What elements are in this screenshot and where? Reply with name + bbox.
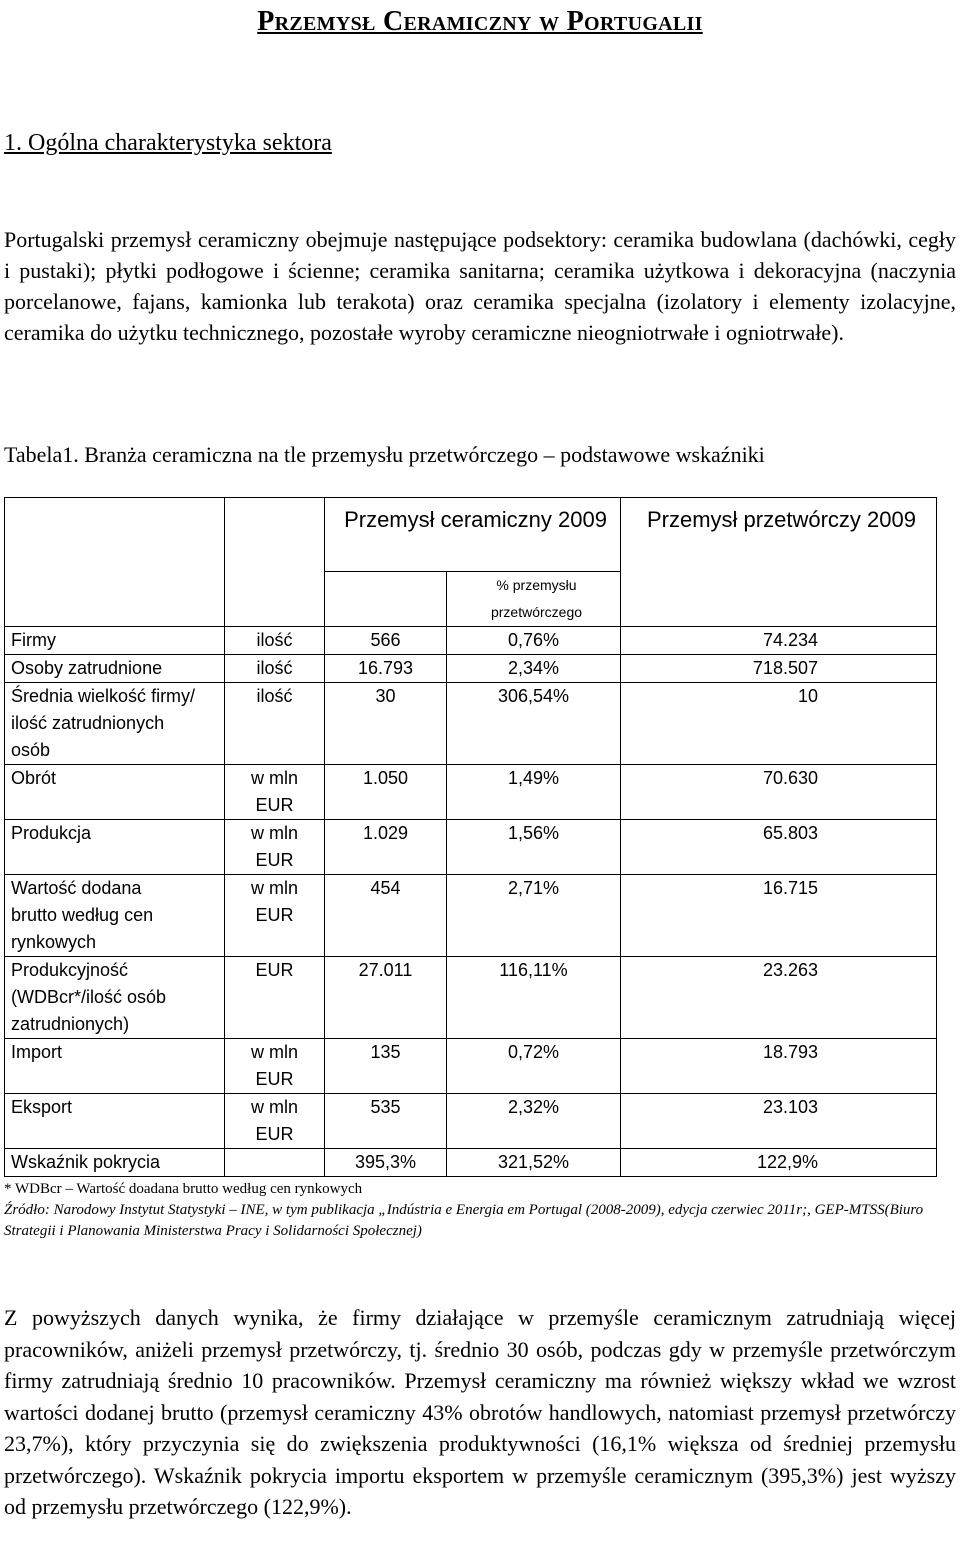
row-share-value: 2,34%: [447, 655, 621, 683]
row-manufacturing-value: 74.234: [621, 627, 937, 655]
row-unit: [225, 875, 325, 957]
coverage-manufacturing-value: 122,9%: [621, 1149, 937, 1177]
row-label: [5, 875, 225, 957]
row-manufacturing-value: 23.263: [621, 957, 937, 1039]
table-row: [5, 655, 937, 683]
header-empty-unit: [225, 498, 325, 627]
table-footnotes: [4, 1179, 956, 1242]
row-label: [5, 957, 225, 1039]
row-label: [5, 683, 225, 765]
header-ceramic-industry: Przemysł ceramiczny 2009: [325, 498, 621, 572]
row-unit: ilość: [225, 683, 325, 765]
row-share-value: 1,56%: [447, 820, 621, 875]
row-ceramic-value: 454: [325, 875, 447, 957]
row-unit-text: w mln EUR: [250, 823, 298, 870]
coverage-share-value: 321,52%: [447, 1149, 621, 1177]
table-header-row: [5, 498, 937, 572]
row-ceramic-value: 30: [325, 683, 447, 765]
row-unit: [225, 820, 325, 875]
header-manufacturing-industry: Przemysł przetwórczy 2009: [621, 498, 937, 627]
row-share-value: 116,11%: [447, 957, 621, 1039]
row-manufacturing-value: 65.803: [621, 820, 937, 875]
table-row: [5, 957, 937, 1039]
coverage-ceramic-value: 395,3%: [325, 1149, 447, 1177]
row-unit: [225, 765, 325, 820]
row-share-value: 1,49%: [447, 765, 621, 820]
row-unit-text: w mln EUR: [250, 1097, 298, 1144]
row-manufacturing-value: 10: [621, 683, 937, 765]
row-label: Obrót: [5, 765, 225, 820]
subheader-share: % przemysłu przetwórczego: [447, 572, 621, 627]
header-empty-label: [5, 498, 225, 627]
footnote-source: [4, 1200, 956, 1242]
table-row: [5, 683, 937, 765]
section-heading: 1. Ogólna charakterystyka sektora: [4, 130, 332, 156]
row-manufacturing-value: 16.715: [621, 875, 937, 957]
row-unit: ilość: [225, 627, 325, 655]
row-label: Produkcja: [5, 820, 225, 875]
row-label: Import: [5, 1039, 225, 1094]
row-label: Osoby zatrudnione: [5, 655, 225, 683]
row-ceramic-value: 566: [325, 627, 447, 655]
row-label-text: Średnia wielkość firmy/ ilość zatrudnionych osób: [11, 686, 196, 760]
row-ceramic-value: 1.050: [325, 765, 447, 820]
row-ceramic-value: 27.011: [325, 957, 447, 1039]
table-row: [5, 1039, 937, 1094]
row-unit-text: w mln EUR: [250, 768, 298, 815]
row-unit-text: w mln EUR: [250, 878, 298, 925]
row-share-value: 2,32%: [447, 1094, 621, 1149]
row-manufacturing-value: 718.507: [621, 655, 937, 683]
row-ceramic-value: 1.029: [325, 820, 447, 875]
table-row: [5, 875, 937, 957]
page-title: Przemysł Ceramiczny w Portugalii: [257, 6, 703, 37]
row-unit: [225, 1039, 325, 1094]
row-label-text: Wartość dodana brutto według cen rynkowych: [11, 878, 154, 952]
coverage-unit-empty: [225, 1149, 325, 1177]
row-ceramic-value: 16.793: [325, 655, 447, 683]
row-unit: ilość: [225, 655, 325, 683]
conclusion-paragraph: Z powyższych danych wynika, że firmy działające w przemyśle ceramicznym zatrudniają więcej pracowników, aniżeli przemysł przetwórczy, tj. średnio 30 osób, podczas gdy w przemyśle przetwórczym firmy zatrudniają średnio 10 pracowników. Przemysł ceramiczny ma również większy wkład we wzrost wartości dodanej brutto (przemysł ceramiczny 43% obrotów handlowych, natomiast przemysł przetwórczy 23,7%), który przyczynia się do zwiększenia produktywności (16,1% większa od średniej przemysłu przetwórczego). Wskaźnik pokrycia importu eksportem w przemyśle ceramicznym (395,3%) jest wyższy od przemysłu przetwórczego (122,9%).: [4, 1305, 956, 1519]
row-share-value: 2,71%: [447, 875, 621, 957]
row-share-value: 0,72%: [447, 1039, 621, 1094]
table-caption: Tabela1. Branża ceramiczna na tle przemysłu przetwórczego – podstawowe wskaźniki: [4, 442, 765, 467]
indicators-table: [4, 497, 937, 1177]
row-share-value: 306,54%: [447, 683, 621, 765]
row-manufacturing-value: 70.630: [621, 765, 937, 820]
subheader-empty: [325, 572, 447, 627]
row-ceramic-value: 135: [325, 1039, 447, 1094]
table-row: [5, 820, 937, 875]
row-unit-text: w mln EUR: [250, 1042, 298, 1089]
row-manufacturing-value: 23.103: [621, 1094, 937, 1149]
intro-paragraph: Portugalski przemysł ceramiczny obejmuje następujące podsektory: ceramika budowlana (dachówki, cegły i pustaki); płytki podłogowe i ścienne; ceramika sanitarna; ceramika użytkowa i dekoracyjna (naczynia porcelanowe, fajans, kamionka lub terakota) oraz ceramika specjalna (izolatory i elementy izolacyjne, ceramika do użytku technicznego, pozostałe wyroby ceramiczne nieogniotrwałe i ogniotrwałe).: [4, 227, 956, 345]
row-label: Firmy: [5, 627, 225, 655]
coverage-row: [5, 1149, 937, 1177]
table-row: [5, 1094, 937, 1149]
row-unit: [225, 1094, 325, 1149]
row-ceramic-value: 535: [325, 1094, 447, 1149]
coverage-label: Wskaźnik pokrycia: [5, 1149, 225, 1177]
footnote-wdbcr: * WDBcr – Wartość doadana brutto według cen rynkowych: [4, 1181, 363, 1197]
row-manufacturing-value: 18.793: [621, 1039, 937, 1094]
table-row: [5, 765, 937, 820]
row-unit: EUR: [225, 957, 325, 1039]
row-share-value: 0,76%: [447, 627, 621, 655]
row-label-text: Produkcyjność (WDBcr*/ilość osób zatrudnionych): [11, 960, 167, 1034]
footnote-source-text: Źródło: Narodowy Instytut Statystyki – INE, w tym publikacja „Indústria e Energia em Portugal (2008-2009), edycja czerwiec 2011r;, GEP-MTSS(Biuro Strategii i Planowania Ministerstwa Pracy i Solidarności Społecznej): [4, 1202, 924, 1239]
row-label: Eksport: [5, 1094, 225, 1149]
table-row: [5, 627, 937, 655]
